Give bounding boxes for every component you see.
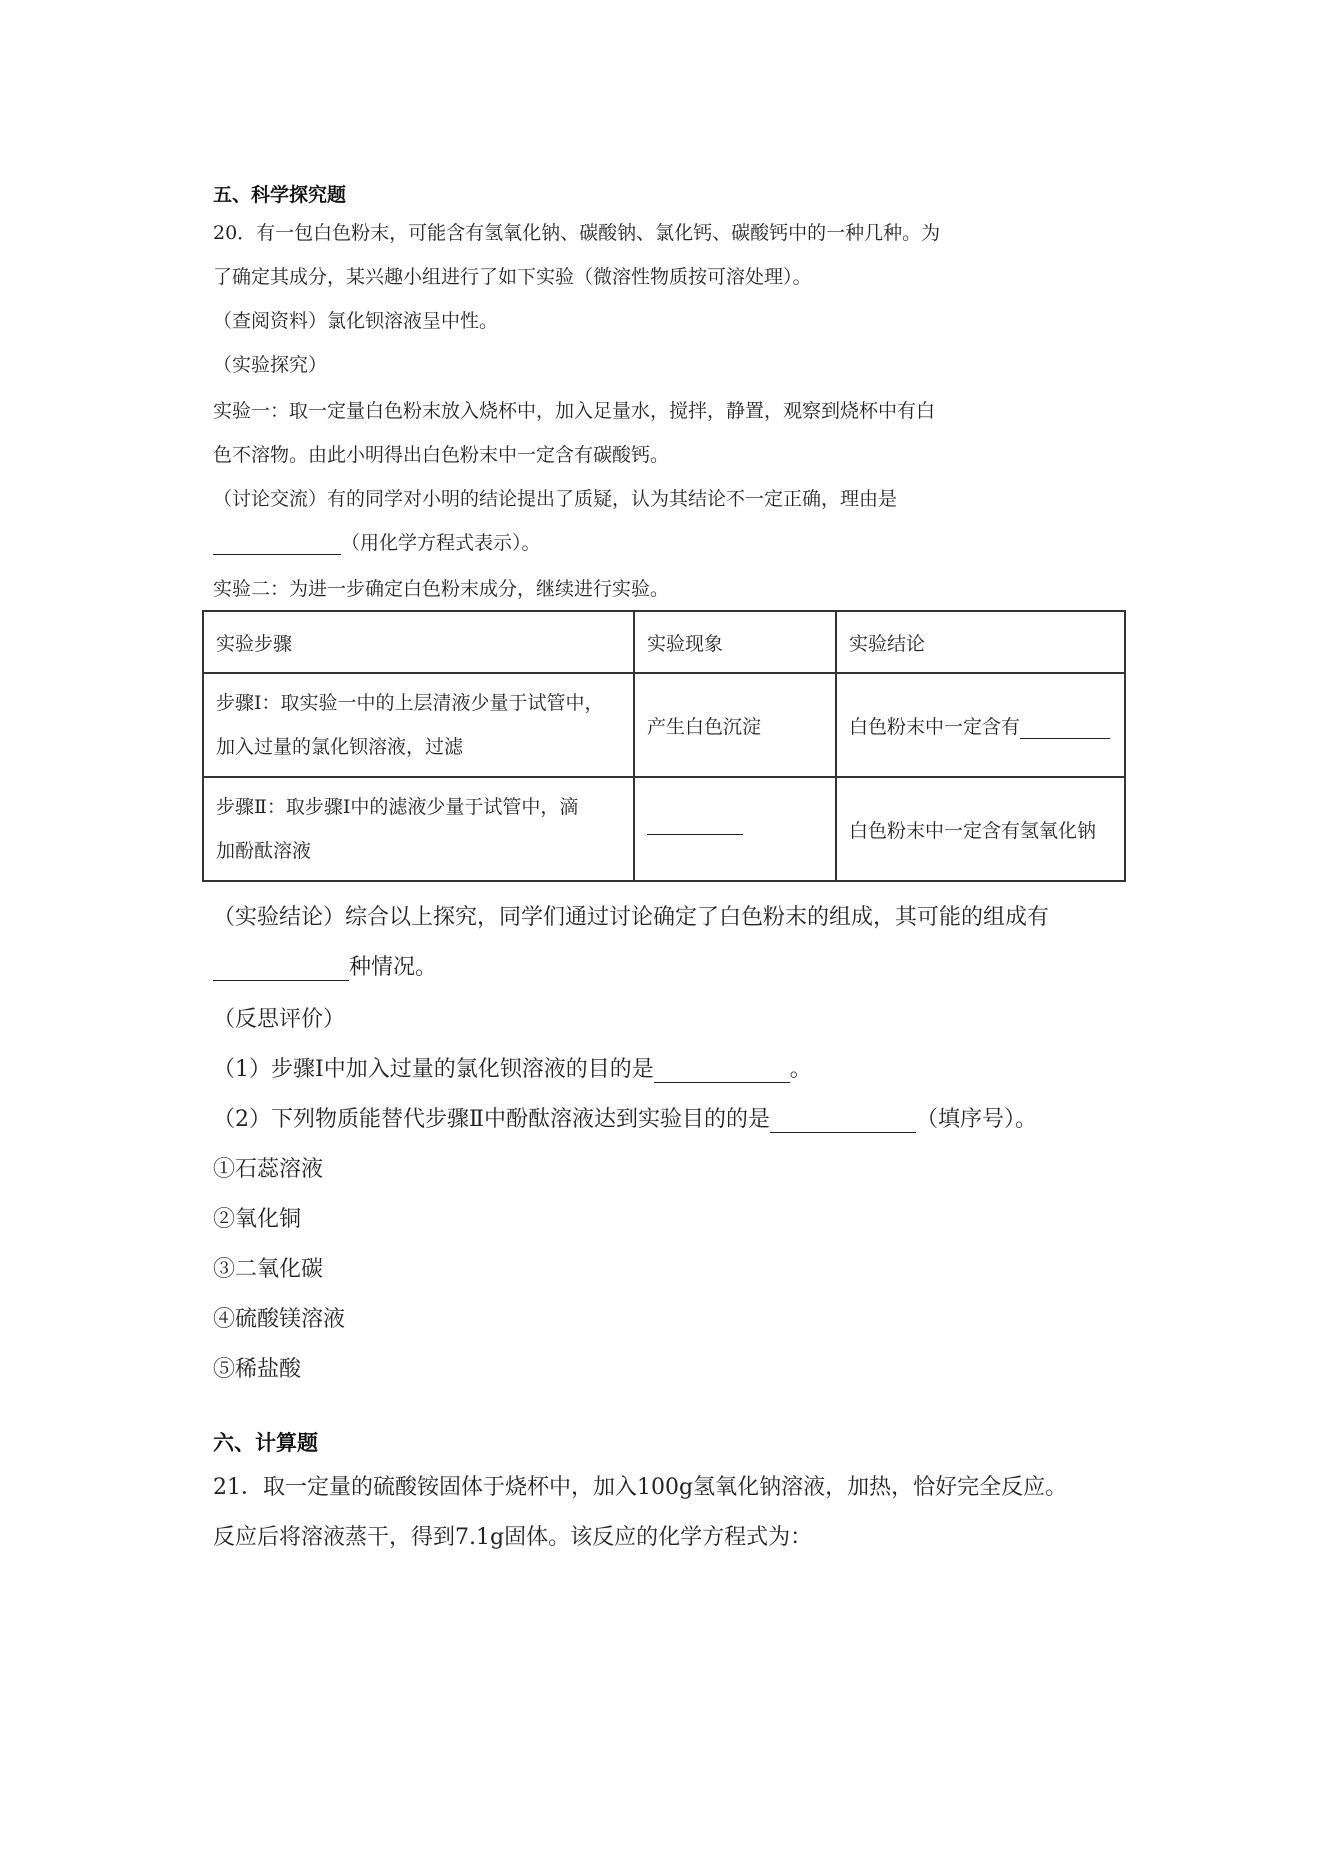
answer-blank-phenomenon-2[interactable] [647, 834, 743, 835]
option-4: ④硫酸镁溶液 [213, 1307, 346, 1332]
table-row [203, 673, 1125, 777]
step-1-cell [203, 673, 634, 777]
conclusion-line-2 [213, 950, 437, 981]
q20-line-3: （查阅资料）氯化钡溶液呈中性。 [213, 310, 499, 332]
q20-line-2: 了确定其成分，某兴趣小组进行了如下实验（微溶性物质按可溶处理）。 [213, 266, 812, 288]
table-header-row [203, 611, 1125, 673]
reflection-q2-suffix: （填序号）。 [915, 1107, 1037, 1132]
reflection-q2-text: （2）下列物质能替代步骤Ⅱ中酚酞溶液达到实验目的的是 [213, 1107, 770, 1132]
answer-blank-substitute[interactable] [770, 1112, 916, 1133]
option-1: ①石蕊溶液 [213, 1157, 324, 1182]
reflection-q1-text: （1）步骤Ⅰ中加入过量的氯化钡溶液的目的是 [213, 1057, 654, 1082]
conclusion-line-2-suffix: 种情况。 [349, 955, 438, 980]
step-2-line-b: 加酚酞溶液 [216, 840, 312, 862]
q20-line-8 [213, 528, 541, 555]
q20-line-9: 实验二：为进一步确定白色粉末成分，继续进行实验。 [213, 578, 670, 600]
reflection-q1-suffix: 。 [789, 1057, 812, 1082]
answer-blank-conclusion-1[interactable] [1020, 718, 1110, 739]
q20-line-8-suffix: （用化学方程式表示）。 [341, 532, 541, 554]
q20-line-4: （实验探究） [213, 354, 328, 376]
step-2-line-a: 步骤Ⅱ：取步骤Ⅰ中的滤液少量于试管中，滴 [216, 796, 579, 818]
q20-line-6: 色不溶物。由此小明得出白色粉末中一定含有碳酸钙。 [213, 444, 670, 466]
option-3: ③二氧化碳 [213, 1257, 324, 1282]
header-conclusion: 实验结论 [836, 611, 1125, 673]
q20-line-5: 实验一：取一定量白色粉末放入烧杯中，加入足量水，搅拌，静置，观察到烧杯中有白 [213, 400, 936, 422]
conclusion-2-cell: 白色粉末中一定含有氢氧化钠 [836, 777, 1125, 881]
answer-blank-purpose[interactable] [654, 1062, 790, 1083]
q21-line-1: 21．取一定量的硫酸铵固体于烧杯中，加入100g氢氧化钠溶液，加热，恰好完全反应。 [213, 1475, 1068, 1500]
q20-line-1: 20．有一包白色粉末，可能含有氢氧化钠、碳酸钠、氯化钙、碳酸钙中的一种几种。为 [213, 222, 941, 244]
header-phenomena: 实验现象 [634, 611, 836, 673]
step-1-line-b: 加入过量的氯化钡溶液，过滤 [216, 736, 464, 758]
phenomenon-2-cell [634, 777, 836, 881]
answer-blank-equation[interactable] [213, 534, 341, 555]
step-2-cell [203, 777, 634, 881]
conclusion-1-text: 白色粉末中一定含有 [849, 715, 1021, 738]
reflection-q1 [213, 1052, 812, 1083]
answer-blank-count[interactable] [213, 960, 349, 981]
conclusion-line-1: （实验结论）综合以上探究，同学们通过讨论确定了白色粉末的组成，其可能的组成有 [213, 905, 1050, 930]
reflection-heading: （反思评价） [213, 1007, 346, 1032]
header-steps: 实验步骤 [203, 611, 634, 673]
conclusion-1-cell [836, 673, 1125, 777]
section-title-calculation: 六、计算题 [213, 1431, 318, 1455]
table-row [203, 777, 1125, 881]
section-title-science-inquiry: 五、科学探究题 [213, 184, 347, 206]
option-5: ⑤稀盐酸 [213, 1357, 302, 1382]
step-1-line-a: 步骤Ⅰ：取实验一中的上层清液少量于试管中， [216, 692, 604, 714]
reflection-q2 [213, 1102, 1037, 1133]
experiment-table [202, 610, 1126, 882]
option-2: ②氧化铜 [213, 1207, 302, 1232]
q21-line-2: 反应后将溶液蒸干，得到7.1g固体。该反应的化学方程式为： [213, 1525, 813, 1550]
q20-line-7: （讨论交流）有的同学对小明的结论提出了质疑，认为其结论不一定正确，理由是 [213, 488, 898, 510]
phenomenon-1-cell: 产生白色沉淀 [634, 673, 836, 777]
